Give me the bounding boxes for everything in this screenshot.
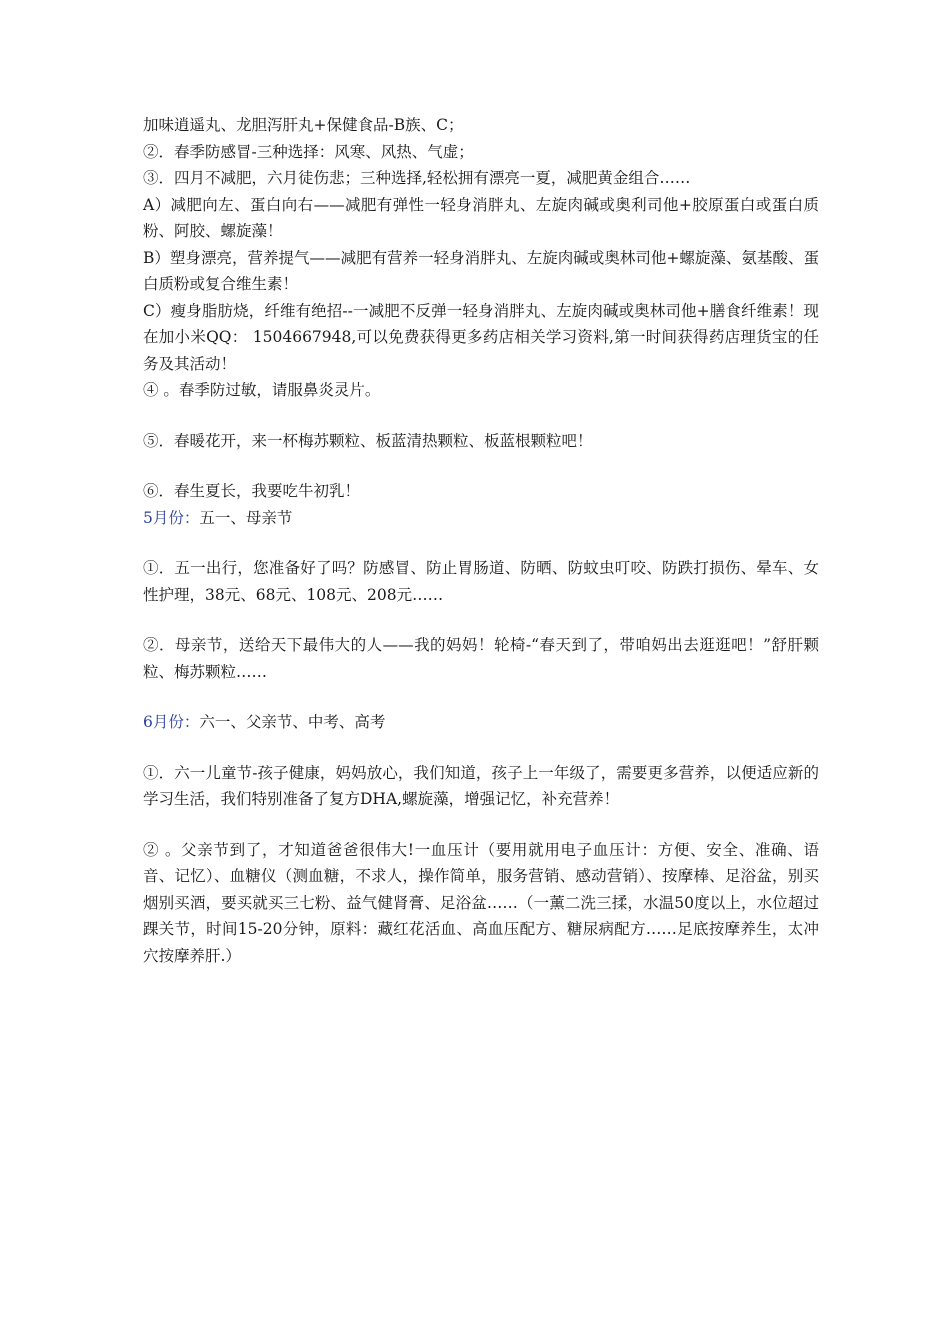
paragraph-may-day: ①．五一出行，您准备好了吗？防感冒、防止胃肠道、防晒、防蚊虫叮咬、防跌打损伤、晕车、女性护理，38元、68元、108元、208元…… bbox=[143, 559, 819, 604]
paragraph-mothers-day: ②．母亲节，送给天下最伟大的人——我的妈妈！轮椅-“春天到了，带咱妈出去逛逛吧！”舒肝颗粒、梅苏颗粒…… bbox=[143, 636, 819, 681]
paragraph-spring-granules: ⑤．春暖花开，来一杯梅苏颗粒、板蓝清热颗粒、板蓝根颗粒吧！ bbox=[143, 431, 593, 450]
heading-june bbox=[143, 709, 819, 736]
paragraph-cold-prevention: ②．春季防感冒-三种选择：风寒、风热、气虚； bbox=[143, 142, 474, 161]
heading-may bbox=[143, 505, 819, 532]
paragraph-weight-loss: ③．四月不减肥，六月徒伤悲；三种选择,轻松拥有漂亮一夏，减肥黄金组合…… bbox=[143, 169, 691, 187]
paragraph-line-1: 加味逍遥丸、龙胆泻肝丸+保健食品-B族、C； bbox=[143, 116, 464, 134]
heading-june-text: 六一、父亲节、中考、高考 bbox=[199, 713, 386, 731]
document-body bbox=[143, 112, 819, 969]
month-label-may: 5月份： bbox=[143, 508, 200, 527]
heading-may-text: 五一、母亲节 bbox=[199, 508, 293, 527]
paragraph-option-c: C）瘦身脂肪烧，纤维有绝招--一减肥不反弹一轻身消胖丸、左旋肉碱或奥林司他+膳食纤维素！现在加小米QQ： 1504667948,可以免费获得更多药店相关学习资料,第一时间获得药店理货宝的任务及其活动！ bbox=[143, 301, 819, 373]
paragraph-colostrum: ⑥．春生夏长，我要吃牛初乳！ bbox=[143, 482, 361, 500]
paragraph-childrens-day: ①．六一儿童节-孩子健康，妈妈放心，我们知道，孩子上一年级了，需要更多营养，以便适应新的学习生活，我们特别准备了复方DHA,螺旋藻，增强记忆，补充营养！ bbox=[143, 763, 819, 808]
paragraph-allergy: ④ 。春季防过敏，请服鼻炎灵片。 bbox=[143, 381, 381, 399]
paragraph-option-b: B）塑身漂亮，营养提气——减肥有营养一轻身消胖丸、左旋肉碱或奥林司他+螺旋藻、氨基酸、蛋白质粉或复合维生素！ bbox=[143, 248, 819, 293]
paragraph-option-a: A）减肥向左、蛋白向右——减肥有弹性一轻身消胖丸、左旋肉碱或奥利司他+胶原蛋白或蛋白质粉、阿胶、螺旋藻！ bbox=[143, 195, 819, 240]
paragraph-fathers-day: ② 。父亲节到了，才知道爸爸很伟大!一血压计（要用就用电子血压计：方便、安全、准确、语音、记忆）、血糖仪（测血糖，不求人，操作简单，服务营销、感动营销）、按摩棒、足浴盆，别买烟别买酒，要买就买三七粉、益气健肾膏、足浴盆……（一薰二洗三揉，水温50度以上，水位超过踝关节，时间15-20分钟，原料：藏红花活血、高血压配方、糖尿病配方……足底按摩养生，太冲穴按摩养肝.） bbox=[143, 840, 819, 965]
month-label-june: 6月份： bbox=[143, 713, 200, 731]
